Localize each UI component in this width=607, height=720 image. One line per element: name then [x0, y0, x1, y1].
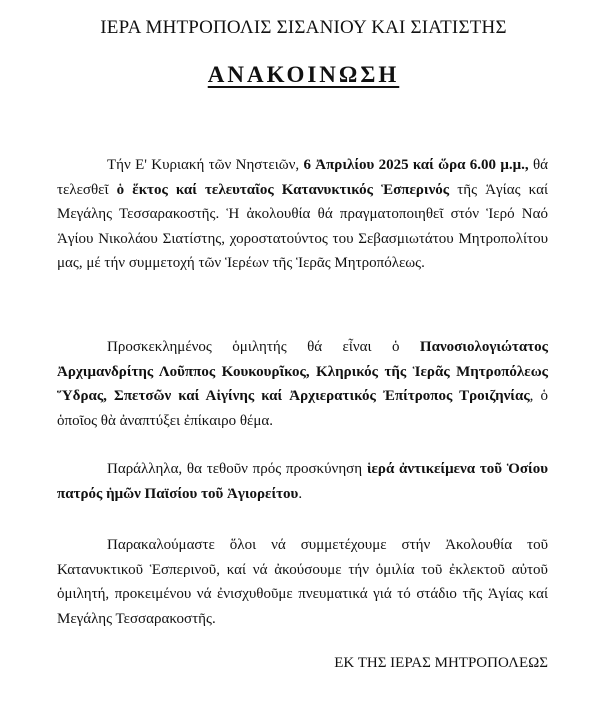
text-run-bold: ὁ ἕκτος καί τελευταῖος Κατανυκτικός Ἑσπερινός: [116, 181, 450, 198]
text-run-bold: 6 Ἀπριλίου 2025 καί ὥρα 6.00 μ.μ.,: [303, 157, 529, 173]
text-run: Τήν Ε' Κυριακή τῶν Νηστειῶν,: [107, 157, 304, 173]
paragraph-relics: [57, 457, 548, 506]
text-run-bold: ἱερά ἀντικείμενα τοῦ Ὁσίου πατρός ἡμῶν Παϊσίου τοῦ Ἁγιορείτου: [57, 461, 548, 502]
heading-text: ΑΝΑΚΟΙΝΩΣΗ: [207, 62, 400, 87]
signature: ΕΚ ΤΗΣ ΙΕΡΑΣ ΜΗΤΡΟΠΟΛΕΩΣ: [334, 655, 548, 671]
paragraph-speaker: [57, 335, 548, 433]
text-run: , ὁ ὁποῖος θὰ ἀναπτύξει ἐπίκαιρο θέμα.: [57, 388, 549, 429]
text-run: τῆς Ἁγίας καί Μεγάλης Τεσσαρακοστῆς. Ἡ ἀκολουθία θά πραγματοποιηθεῖ στόν Ἱερό Ναό Ἁγίου Νικολάου Σιατίστης, χοροστατούντος του Σεβασμιωτάτου Μητροπολίτου μας, μέ τήν συμμετοχή τῶν Ἱερέων τῆς Ἱερᾶς Μητροπόλεως.: [57, 181, 548, 272]
document-title: ΙΕΡΑ ΜΗΤΡΟΠΟΛΙΣ ΣΙΣΑΝΙΟΥ ΚΑΙ ΣΙΑΤΙΣΤΗΣ: [100, 17, 507, 38]
announcement-heading: [0, 62, 607, 88]
text-run: Παρακαλούμαστε ὅλοι νά συμμετέχουμε στήν Ἀκολουθία τοῦ Κατανυκτικοῦ Ἑσπερινοῦ, καί νά ἀκούσουμε τήν ὁμιλία τοῦ ἐκλεκτοῦ αὐτοῦ ὁμιλητή, προκειμένου νά ἐνισχυθοῦμε πνευματικά γιά τό στάδιο τῆς Ἁγίας καί Μεγάλης Τεσσαρακοστῆς.: [57, 537, 548, 627]
paragraph-service-details: [57, 153, 548, 276]
text-run-bold: Πανοσιολογιώτατος Ἀρχιμανδρίτης Λοῦππος Κουκουρῖκος, Κληρικός τῆς Ἱερᾶς Μητροπόλεως Ὕδρας, Σπετσῶν καί Αἰγίνης καί Ἀρχιερατικός Ἐπίτροπος Τροιζηνίας: [57, 339, 548, 405]
text-run: Παράλληλα, θα τεθοῦν πρός προσκύνηση: [107, 461, 367, 477]
text-run: Προσκεκλημένος ὁμιλητής θά εἶναι ὁ: [107, 339, 420, 355]
text-run: .: [298, 485, 303, 502]
text-run: θά τελεσθεῖ: [57, 157, 548, 198]
paragraph-invitation: [57, 533, 548, 631]
